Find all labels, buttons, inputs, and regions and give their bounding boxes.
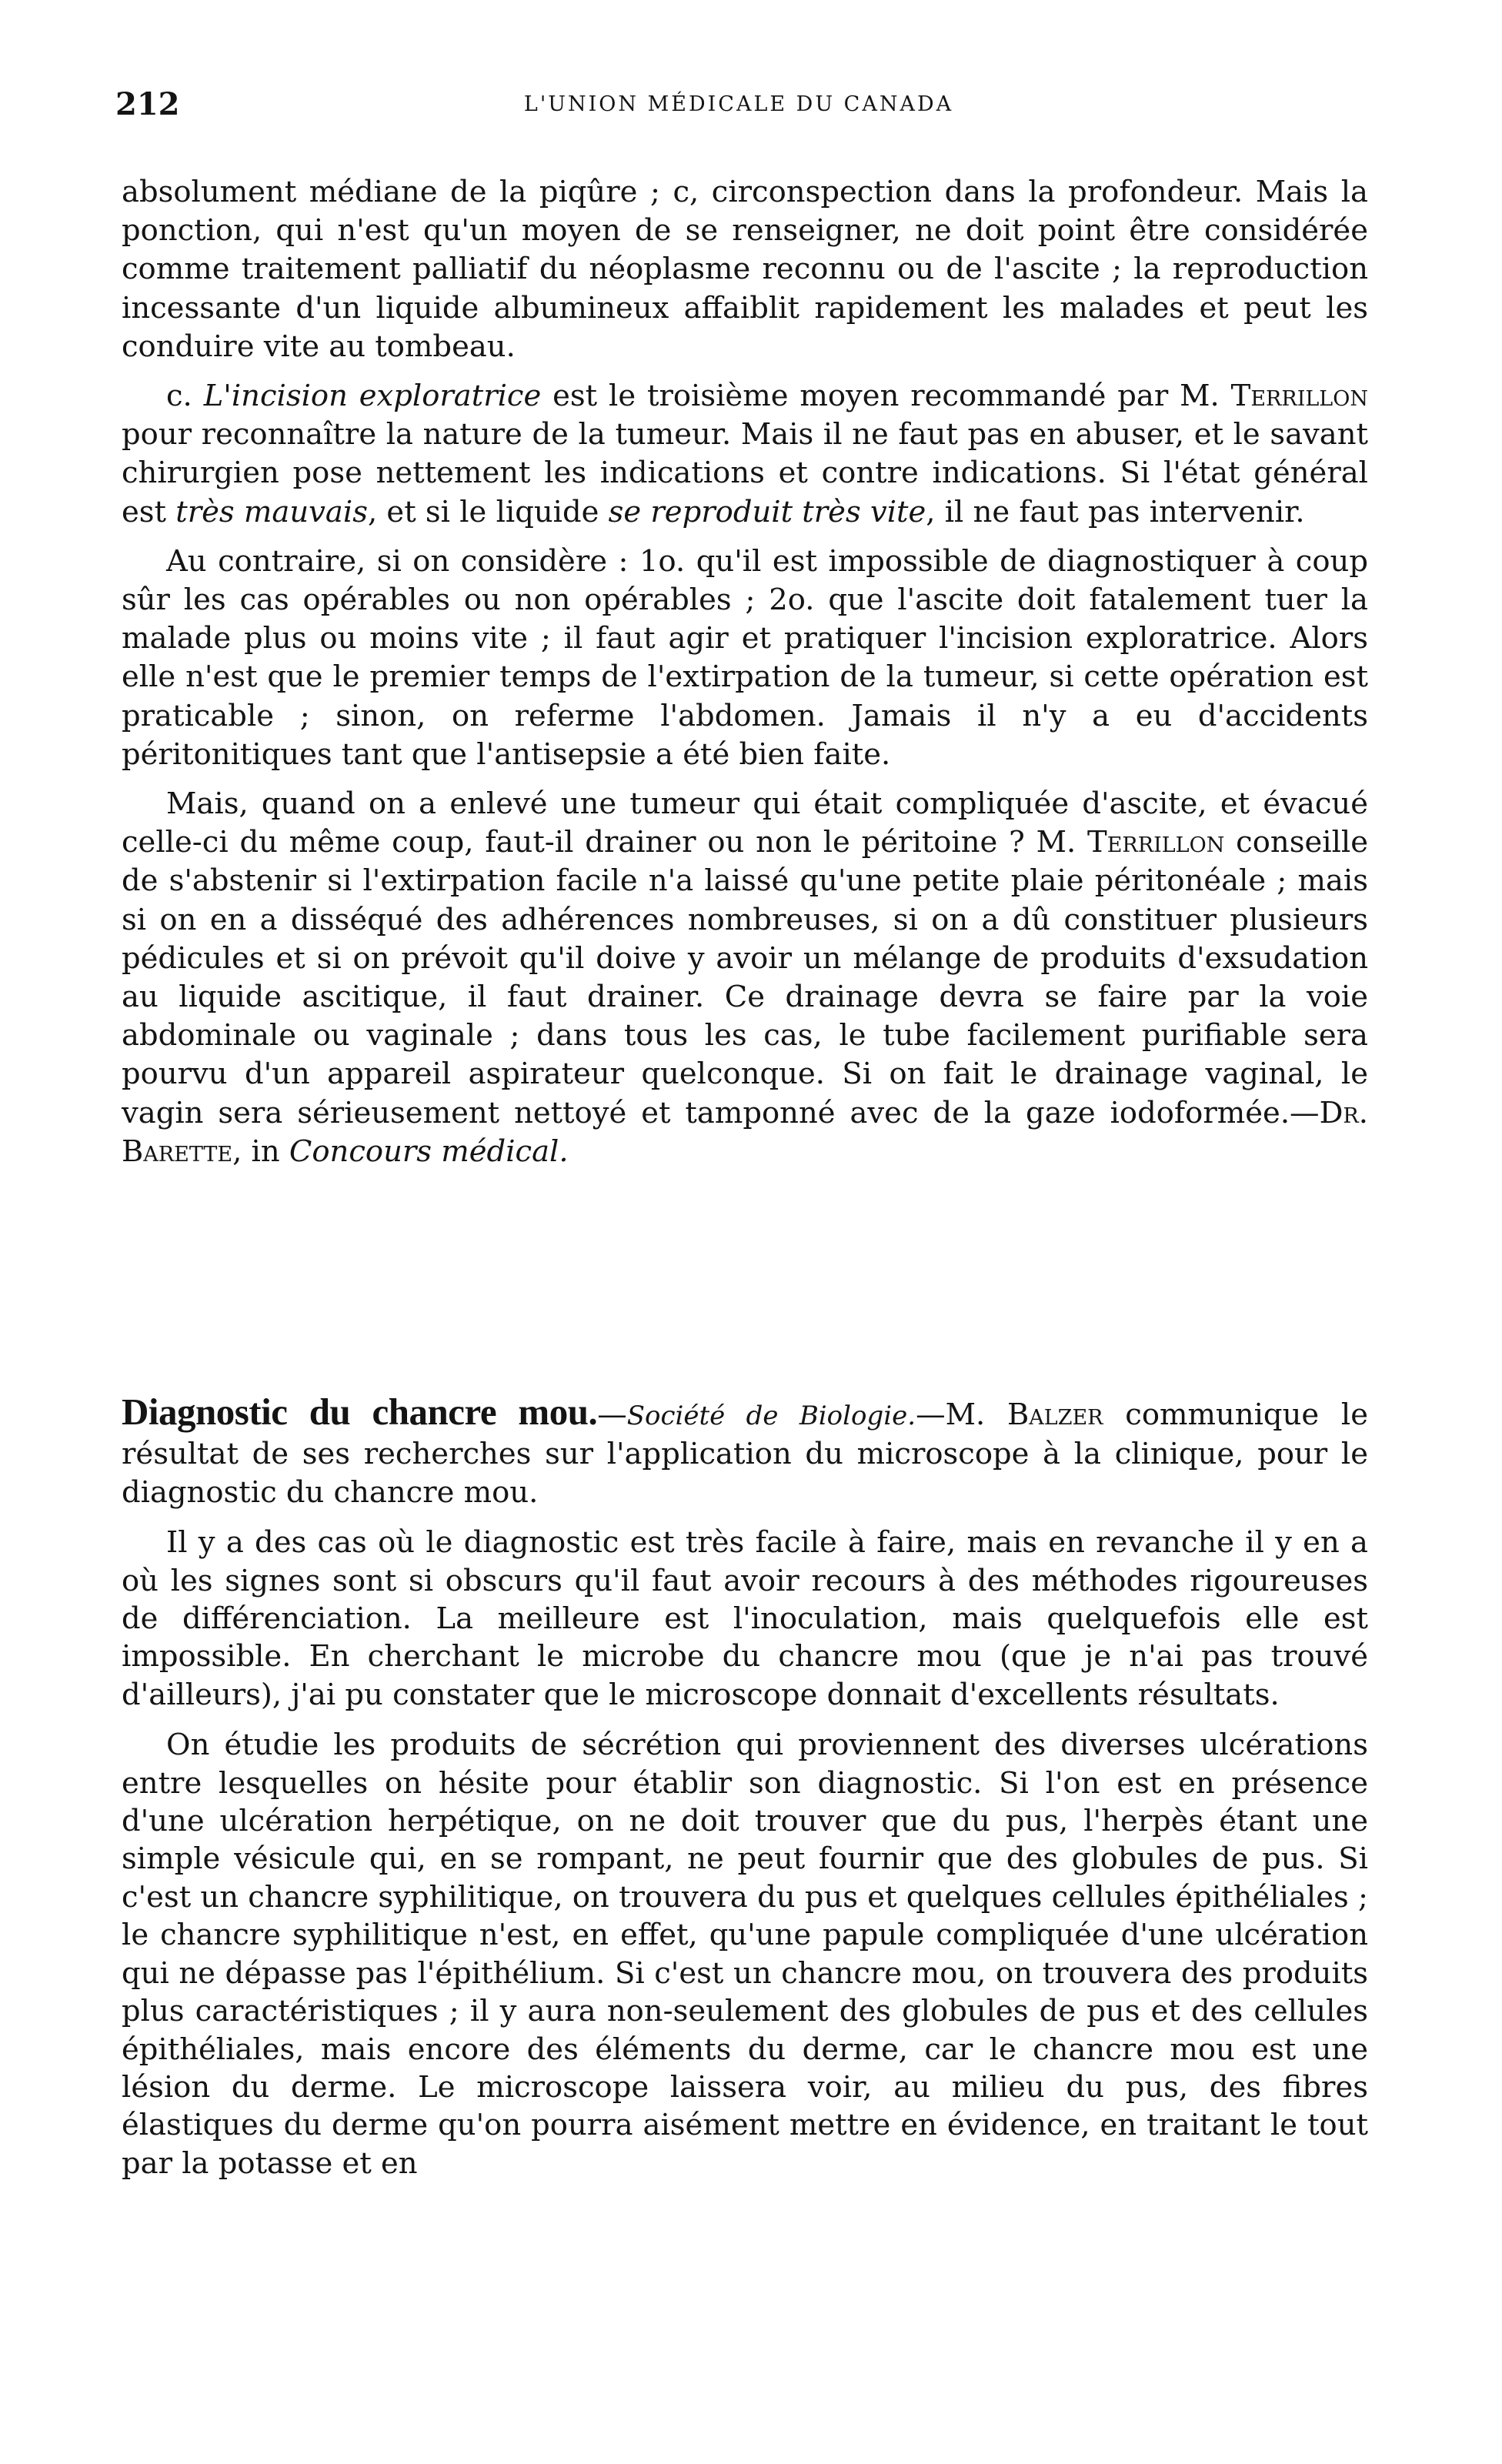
citation-author: Dr. Barette [122,1095,1368,1169]
page-header [115,86,1362,132]
paragraph-contraire: Au contraire, si on considère : 1o. qu'il est impossible de diagnostiquer à coup sûr les cas opérables ou non opérables ; 2o. que l'ascite doit fatalement tuer la malade plus ou moins vite ; il faut agir et pratiquer l'incision exploratrice. Alors elle n'est que le premier temps de l'extirpation de la tumeur, si cette opération est praticable ; sinon, on referme l'abdomen. Jamais il n'y a eu d'accidents péritonitiques tant que l'antisepsie a été bien faite. [122,543,1368,772]
italic-term: se reproduit très vite [608,494,926,529]
section-source: Société de Biologie. [626,1401,916,1431]
section-title: Diagnostic du chancre mou. [122,1391,598,1433]
text-run: communique le résultat de ses recherches sur l'application du microscope à la clinique, pour le diagnostic du chancre mou. [122,1397,1368,1510]
author-name: Terrillon [1230,379,1368,414]
section-chancre-mou [122,1393,1368,2182]
text-run: pour reconnaître la nature de la tumeur. Mais il ne faut pas en abuser, et le savant chirurgien pose nettement les indications et contre indications. Si l'état général est [122,417,1368,529]
article-continuation [122,173,1368,1171]
running-title: L'UNION MÉDICALE DU CANADA [523,92,954,116]
paragraph-secretion: On étudie les produits de sécrétion qui proviennent des diverses ulcérations entre lesquelles on hésite pour établir son diagnostic. Si l'on est en présence d'une ulcération herpétique, on ne doit trouver que du pus, l'herpès étant une simple vésicule qui, en se rompant, ne peut fournir que des globules de pus. Si c'est un chancre syphilitique, on trouvera du pus et quelques cellules épithéliales ; le chancre syphilitique n'est, en effet, qu'une papule compliquée d'une ulcération qui ne dépasse pas l'épithélium. Si c'est un chancre mou, on trouvera des produits plus caractéristiques ; il y aura non-seulement des globules de pus et des cellules épithéliales, mais encore des éléments du derme, car le chancre mou est une lésion du derme. Le microscope laissera voir, au milieu du pus, des fibres élastiques du derme qu'on pourra aisément mettre en évidence, en traitant le tout par la potasse et en [122,1728,1368,2181]
author-name: Terrillon [1087,825,1225,860]
citation-source: Concours médical. [289,1134,569,1169]
paragraph-incision [122,377,1368,532]
text-run: est le troisième moyen recommandé par M. [541,379,1231,414]
text-run: conseille de s'abstenir si l'extirpation facile n'a laissé qu'une petite plaie péritonéale ; mais si on en a disséqué des adhérences nombreuses, si on a dû constituer plusieurs pédicules et si on prévoit qu'il doive y avoir un mélange de produits d'exsudation au liquide ascitique, il faut drainer. Ce drainage devra se faire par la voie abdominale ou vaginale ; dans tous les cas, le tube facilement purifiable sera pourvu d'un appareil aspirateur quelconque. Si on fait le drainage vaginal, le vagin sera sérieusement nettoyé et tamponné avec de la gaze iodoformée.— [122,825,1368,1130]
italic-term: très mauvais [175,494,368,529]
author-name: Balzer [1006,1397,1103,1432]
paragraph-diagnostic: Il y a des cas où le diagnostic est très facile à faire, mais en revanche il y en a où les signes sont si obscurs qu'il faut avoir recours à des méthodes rigoureuses de différenciation. La meilleure est l'inoculation, mais quelquefois elle est impossible. En cherchant le microbe du chancre mou (que je n'ai pas trouvé d'ailleurs), j'ai pu constater que le microscope donnait d'excellents résultats. [122,1525,1368,1712]
text-run: —M. [916,1397,1007,1432]
text-run: , in [232,1134,289,1169]
text-run: Mais, quand on a enlevé une tumeur qui était compliquée d'ascite, et évacué celle-ci du même coup, faut-il drainer ou non le péritoine ? M. [122,786,1368,860]
paragraph-drainage [122,785,1368,1171]
text-run: , et si le liquide [367,494,609,529]
text-run: , il ne faut pas intervenir. [926,494,1305,529]
page-number: 212 [115,86,180,122]
text-run: — [597,1397,627,1432]
list-label: c. [166,379,192,414]
italic-term: L'incision exploratrice [203,379,542,414]
section-intro [122,1393,1368,1511]
paragraph-ponction: absolument médiane de la piqûre ; c, circonspection dans la profondeur. Mais la ponction, qui n'est qu'un moyen de se renseigner, ne doit point être considérée comme traitement palliatif du néoplasme reconnu ou de l'ascite ; la reproduction incessante d'un liquide albumineux affaiblit rapidement les malades et peut les conduire vite au tombeau. [122,175,1368,364]
